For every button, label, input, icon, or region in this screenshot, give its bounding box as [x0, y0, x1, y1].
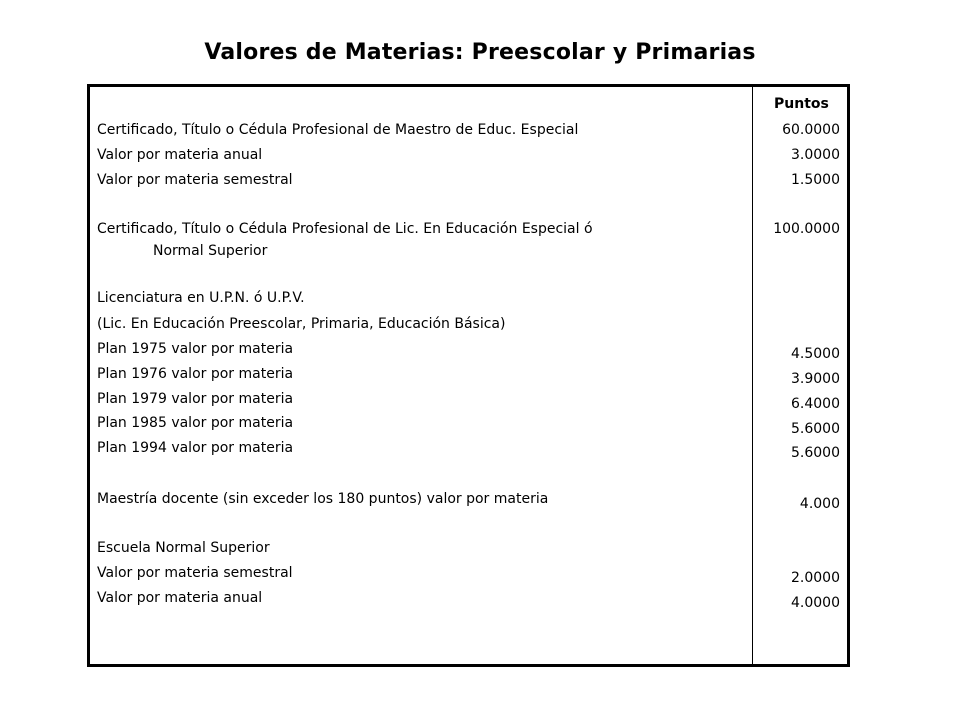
- row-desc-anual: Valor por materia anual: [97, 147, 263, 163]
- row-desc-plan-1975: Plan 1975 valor por materia: [97, 341, 294, 357]
- row-value-ens-anual: 4.0000: [791, 595, 840, 611]
- points-column-header: Puntos: [774, 96, 829, 112]
- row-value-plan-1979: 6.4000: [791, 396, 840, 412]
- row-value-plan-1975: 4.5000: [791, 346, 840, 362]
- row-value-lic-educ-especial: 100.0000: [773, 221, 840, 237]
- row-desc-plan-1976: Plan 1976 valor por materia: [97, 366, 294, 382]
- row-desc-plan-1994: Plan 1994 valor por materia: [97, 440, 294, 456]
- row-desc-ens-anual: Valor por materia anual: [97, 590, 263, 606]
- row-desc-semestral: Valor por materia semestral: [97, 172, 293, 188]
- row-desc-maestro-educ-especial: Certificado, Título o Cédula Profesional de Maestro de Educ. Especial: [97, 122, 579, 138]
- row-desc-plan-1985: Plan 1985 valor por materia: [97, 415, 294, 431]
- row-desc-normal-superior: Normal Superior: [153, 243, 268, 259]
- row-desc-lic-educ-especial: Certificado, Título o Cédula Profesional de Lic. En Educación Especial ó: [97, 221, 593, 237]
- row-desc-upn-upv: Licenciatura en U.P.N. ó U.P.V.: [97, 290, 305, 306]
- row-desc-maestria-docente: Maestría docente (sin exceder los 180 puntos) valor por materia: [97, 491, 549, 507]
- row-value-plan-1994: 5.6000: [791, 445, 840, 461]
- page-title: Valores de Materias: Preescolar y Primarias: [204, 40, 756, 65]
- row-value-maestria-docente: 4.000: [799, 496, 840, 512]
- row-desc-escuela-normal-superior: Escuela Normal Superior: [97, 540, 270, 556]
- row-desc-plan-1979: Plan 1979 valor por materia: [97, 391, 294, 407]
- row-value-plan-1976: 3.9000: [791, 371, 840, 387]
- row-value-anual: 3.0000: [791, 147, 840, 163]
- row-desc-ens-semestral: Valor por materia semestral: [97, 565, 293, 581]
- column-divider: [752, 87, 753, 665]
- row-value-plan-1985: 5.6000: [791, 421, 840, 437]
- row-value-semestral: 1.5000: [791, 172, 840, 188]
- row-value-ens-semestral: 2.0000: [791, 570, 840, 586]
- row-value-maestro-educ-especial: 60.0000: [782, 122, 840, 138]
- row-desc-lic-preescolar-primaria: (Lic. En Educación Preescolar, Primaria, Educación Básica): [97, 316, 506, 332]
